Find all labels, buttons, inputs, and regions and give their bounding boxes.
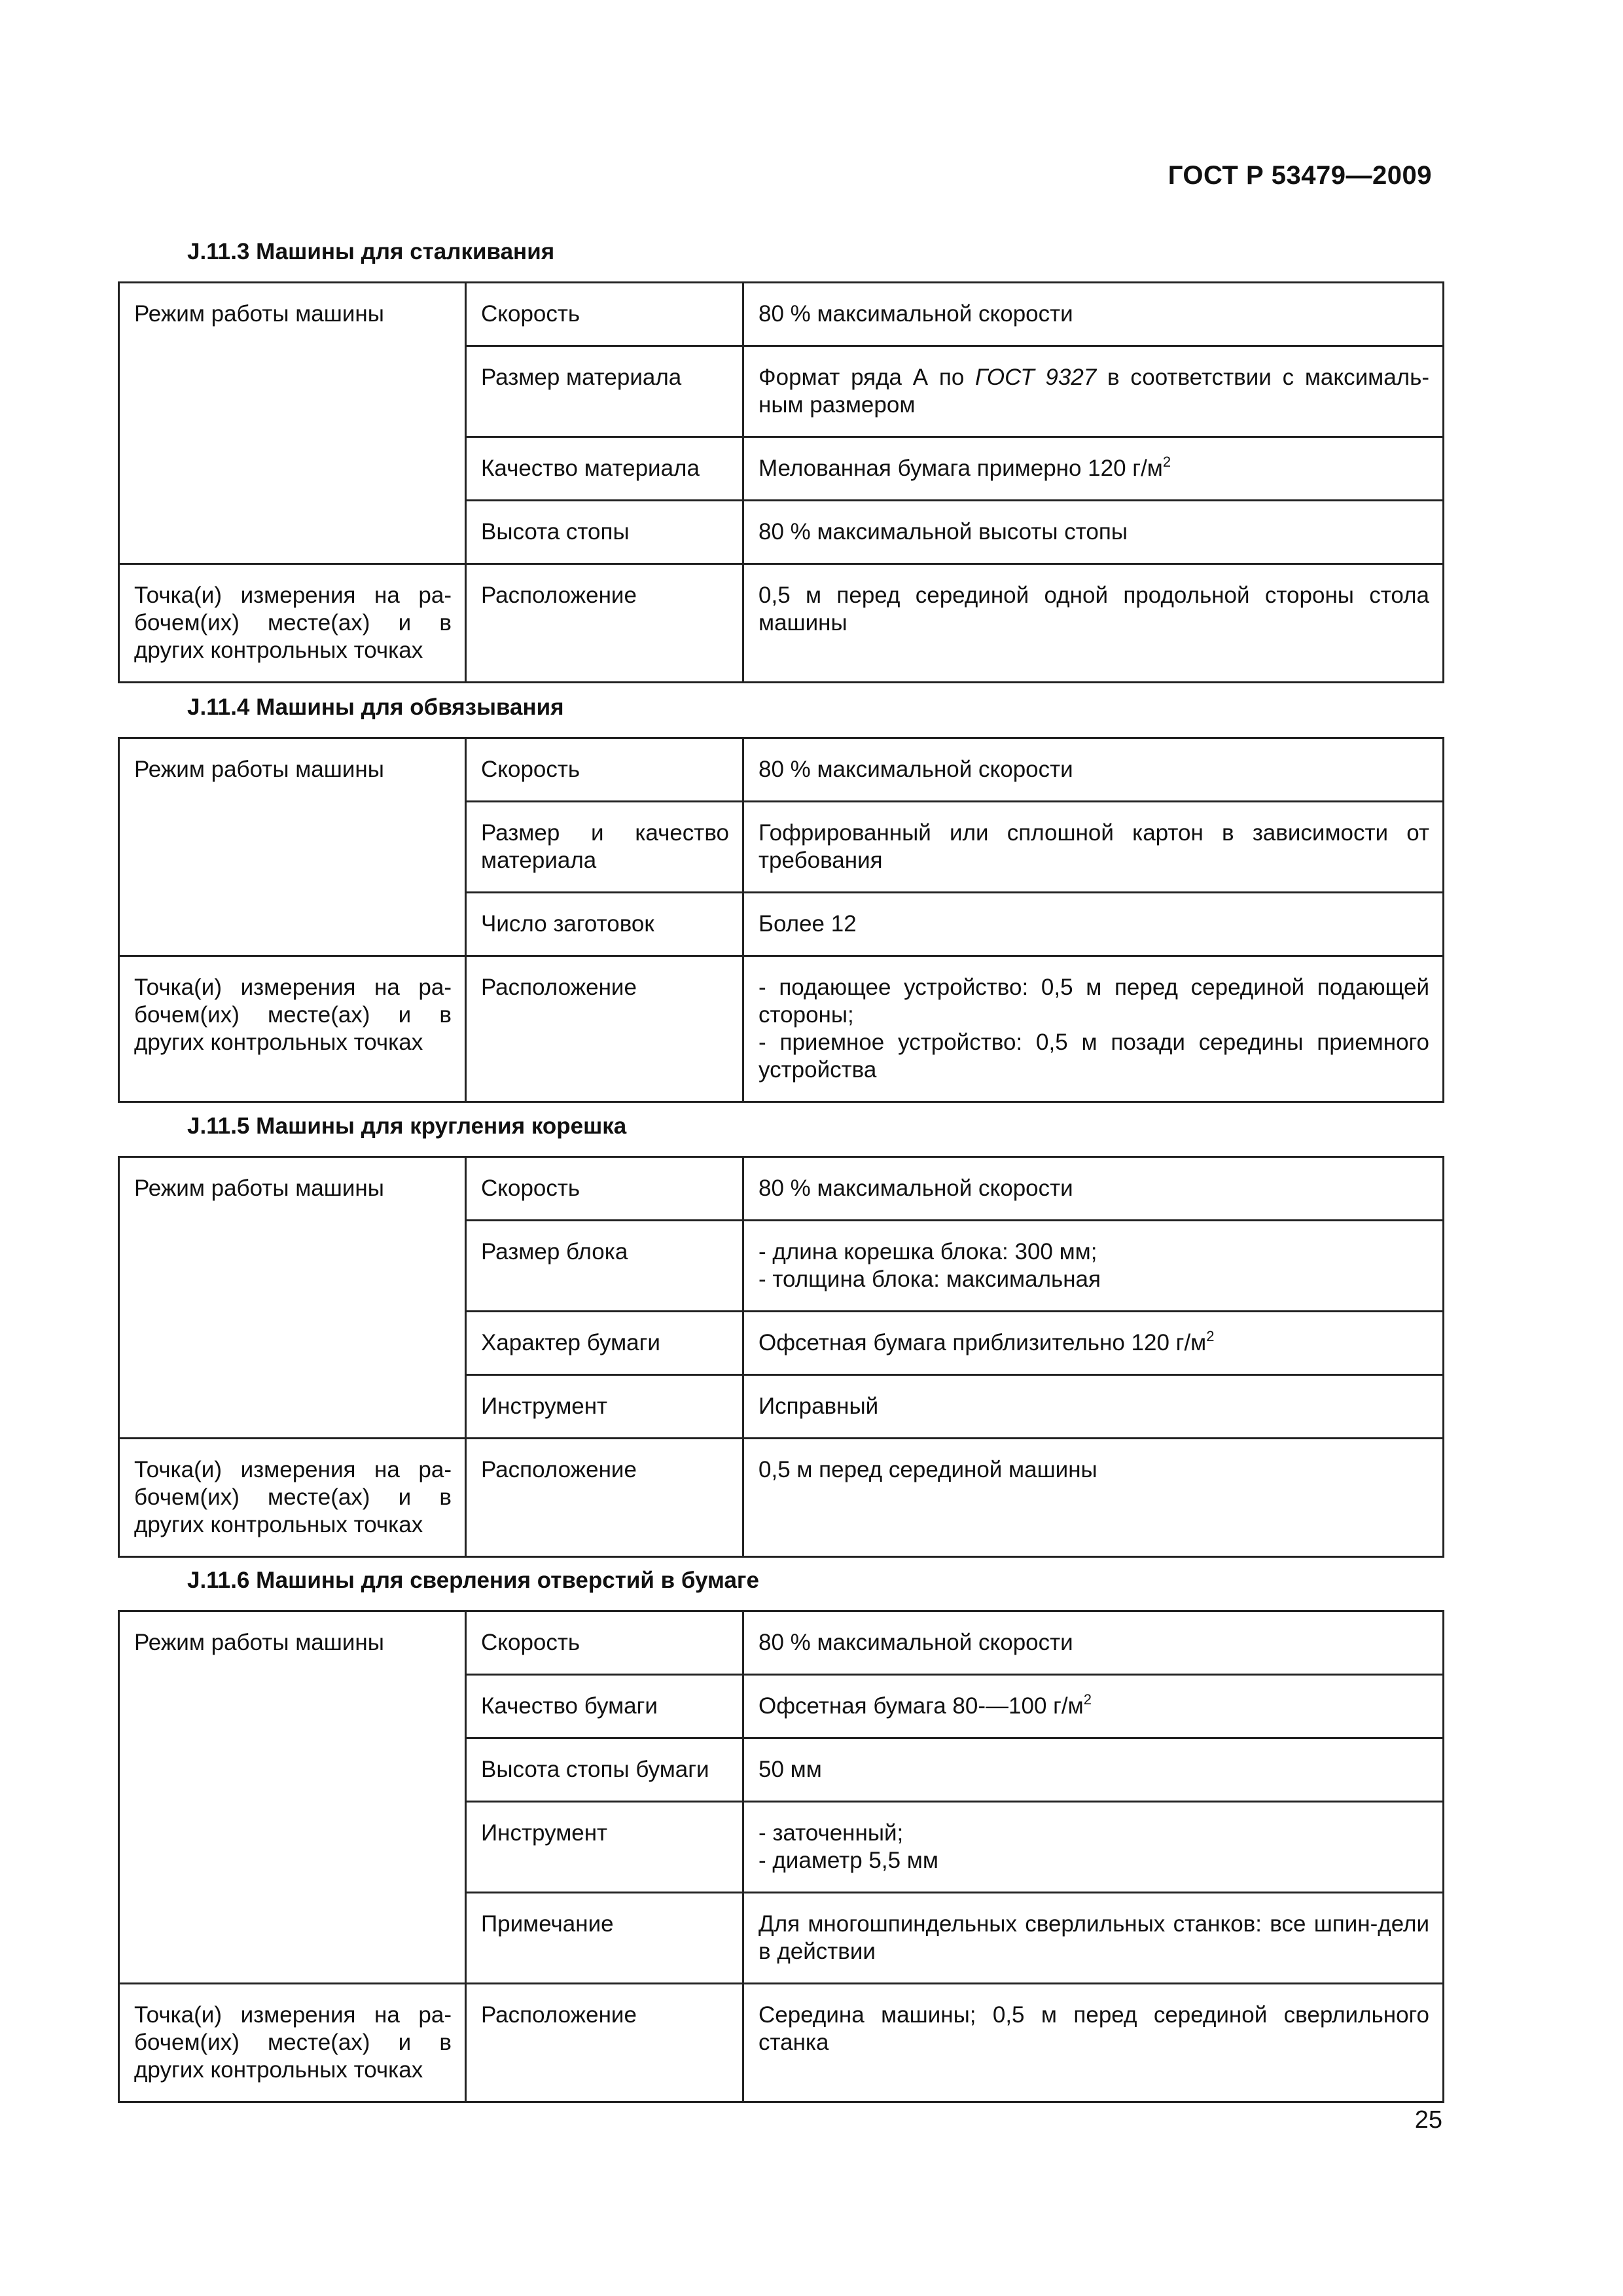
value-text: Мелованная бумага примерно 120 г/м xyxy=(758,456,1163,481)
table-row xyxy=(119,564,1444,683)
value-cell: 0,5 м перед серединой одной продольной стороны стола машины xyxy=(743,564,1444,683)
value-cell: Середина машины; 0,5 м перед серединой сверлильного станка xyxy=(743,1984,1444,2102)
table-row xyxy=(119,1984,1444,2102)
section-j-11-6 xyxy=(118,1567,1442,2103)
param-cell: Размер материала xyxy=(466,346,743,437)
value-text: в соответствии с максималь-ным размером xyxy=(758,365,1429,418)
param-cell: Число заготовок xyxy=(466,893,743,956)
value-cell xyxy=(743,1675,1444,1738)
value-cell xyxy=(743,1312,1444,1375)
param-cell: Высота стопы xyxy=(466,501,743,564)
param-cell: Характер бумаги xyxy=(466,1312,743,1375)
value-cell xyxy=(743,1802,1444,1893)
value-cell: 80 % максимальной скорости xyxy=(743,1157,1444,1221)
param-cell: Расположение xyxy=(466,1439,743,1557)
param-cell: Скорость xyxy=(466,1157,743,1221)
value-cell: Для многошпиндельных сверлильных станков: все шпин-дели в действии xyxy=(743,1893,1444,1984)
table-row xyxy=(119,956,1444,1102)
value-cell: 50 мм xyxy=(743,1738,1444,1802)
standard-reference: ГОСТ 9327 xyxy=(975,365,1097,390)
param-cell: Расположение xyxy=(466,564,743,683)
param-cell: Размер блока xyxy=(466,1221,743,1312)
value-cell xyxy=(743,346,1444,437)
value-cell xyxy=(743,956,1444,1102)
value-cell: 80 % максимальной высоты стопы xyxy=(743,501,1444,564)
spec-table xyxy=(118,1610,1444,2103)
document-code: ГОСТ Р 53479—2009 xyxy=(1168,161,1432,190)
value-cell: 80 % максимальной скорости xyxy=(743,283,1444,346)
section-heading: J.11.6 Машины для сверления отверстий в бумаге xyxy=(187,1568,759,1593)
value-cell xyxy=(743,437,1444,501)
value-cell: 80 % максимальной скорости xyxy=(743,1611,1444,1675)
spec-table xyxy=(118,1156,1444,1558)
mode-label-cell xyxy=(119,1157,466,1439)
value-text: Офсетная бумага приблизительно 120 г/м xyxy=(758,1330,1207,1355)
value-cell: Исправный xyxy=(743,1375,1444,1439)
value-cell: 0,5 м перед серединой машины xyxy=(743,1439,1444,1557)
value-line: - заточенный; xyxy=(758,1820,904,1846)
measurement-point-label: Точка(и) измерения на ра-бочем(их) месте(ах) и в других контрольных точках xyxy=(119,1984,466,2102)
param-cell: Высота стопы бумаги xyxy=(466,1738,743,1802)
value-cell: Гофрированный или сплошной картон в зависимости от требования xyxy=(743,802,1444,893)
mode-label-cell xyxy=(119,738,466,956)
param-cell: Скорость xyxy=(466,283,743,346)
param-cell: Примечание xyxy=(466,1893,743,1984)
param-cell: Качество материала xyxy=(466,437,743,501)
value-line: - толщина блока: максимальная xyxy=(758,1266,1101,1292)
param-cell: Качество бумаги xyxy=(466,1675,743,1738)
value-text: Офсетная бумага 80-—100 г/м xyxy=(758,1693,1084,1719)
section-heading: J.11.5 Машины для кругления корешка xyxy=(187,1113,627,1139)
value-line: - диаметр 5,5 мм xyxy=(758,1848,938,1873)
spec-table xyxy=(118,737,1444,1103)
param-cell: Скорость xyxy=(466,738,743,802)
param-cell: Расположение xyxy=(466,1984,743,2102)
superscript: 2 xyxy=(1206,1328,1215,1344)
table-row xyxy=(119,283,1444,346)
table-row xyxy=(119,1611,1444,1675)
param-cell: Скорость xyxy=(466,1611,743,1675)
section-heading: J.11.3 Машины для сталкивания xyxy=(187,239,555,264)
mode-label: Режим работы машины xyxy=(134,301,384,327)
superscript: 2 xyxy=(1162,454,1171,470)
measurement-point-label: Точка(и) измерения на ра-бочем(их) месте(ах) и в других контрольных точках xyxy=(119,1439,466,1557)
page-number: 25 xyxy=(1414,2106,1442,2134)
value-line: - длина корешка блока: 300 мм; xyxy=(758,1239,1097,1265)
value-line: - подающее устройство: 0,5 м перед серединой подающей стороны; xyxy=(758,975,1429,1028)
superscript: 2 xyxy=(1083,1691,1092,1708)
measurement-point-label: Точка(и) измерения на ра-бочем(их) месте(ах) и в других контрольных точках xyxy=(119,956,466,1102)
value-line: - приемное устройство: 0,5 м позади середины приемного устройства xyxy=(758,1030,1429,1083)
table-row xyxy=(119,1157,1444,1221)
section-j-11-3 xyxy=(118,238,1442,683)
table-row xyxy=(119,1439,1444,1557)
mode-label-cell xyxy=(119,1611,466,1984)
spec-table xyxy=(118,281,1444,683)
mode-label: Режим работы машины xyxy=(134,1175,384,1201)
value-cell: 80 % максимальной скорости xyxy=(743,738,1444,802)
section-heading: J.11.4 Машины для обвязывания xyxy=(187,694,564,720)
mode-label-cell xyxy=(119,283,466,564)
value-text: Формат ряда А по xyxy=(758,365,976,390)
mode-label: Режим работы машины xyxy=(134,1630,384,1655)
value-cell xyxy=(743,1221,1444,1312)
param-cell: Размер и качество материала xyxy=(466,802,743,893)
section-j-11-5 xyxy=(118,1113,1442,1558)
section-j-11-4 xyxy=(118,694,1442,1103)
param-cell: Инструмент xyxy=(466,1802,743,1893)
value-cell: Более 12 xyxy=(743,893,1444,956)
table-row xyxy=(119,738,1444,802)
measurement-point-label: Точка(и) измерения на ра-бочем(их) месте(ах) и в других контрольных точках xyxy=(119,564,466,683)
param-cell: Расположение xyxy=(466,956,743,1102)
mode-label: Режим работы машины xyxy=(134,757,384,782)
param-cell: Инструмент xyxy=(466,1375,743,1439)
